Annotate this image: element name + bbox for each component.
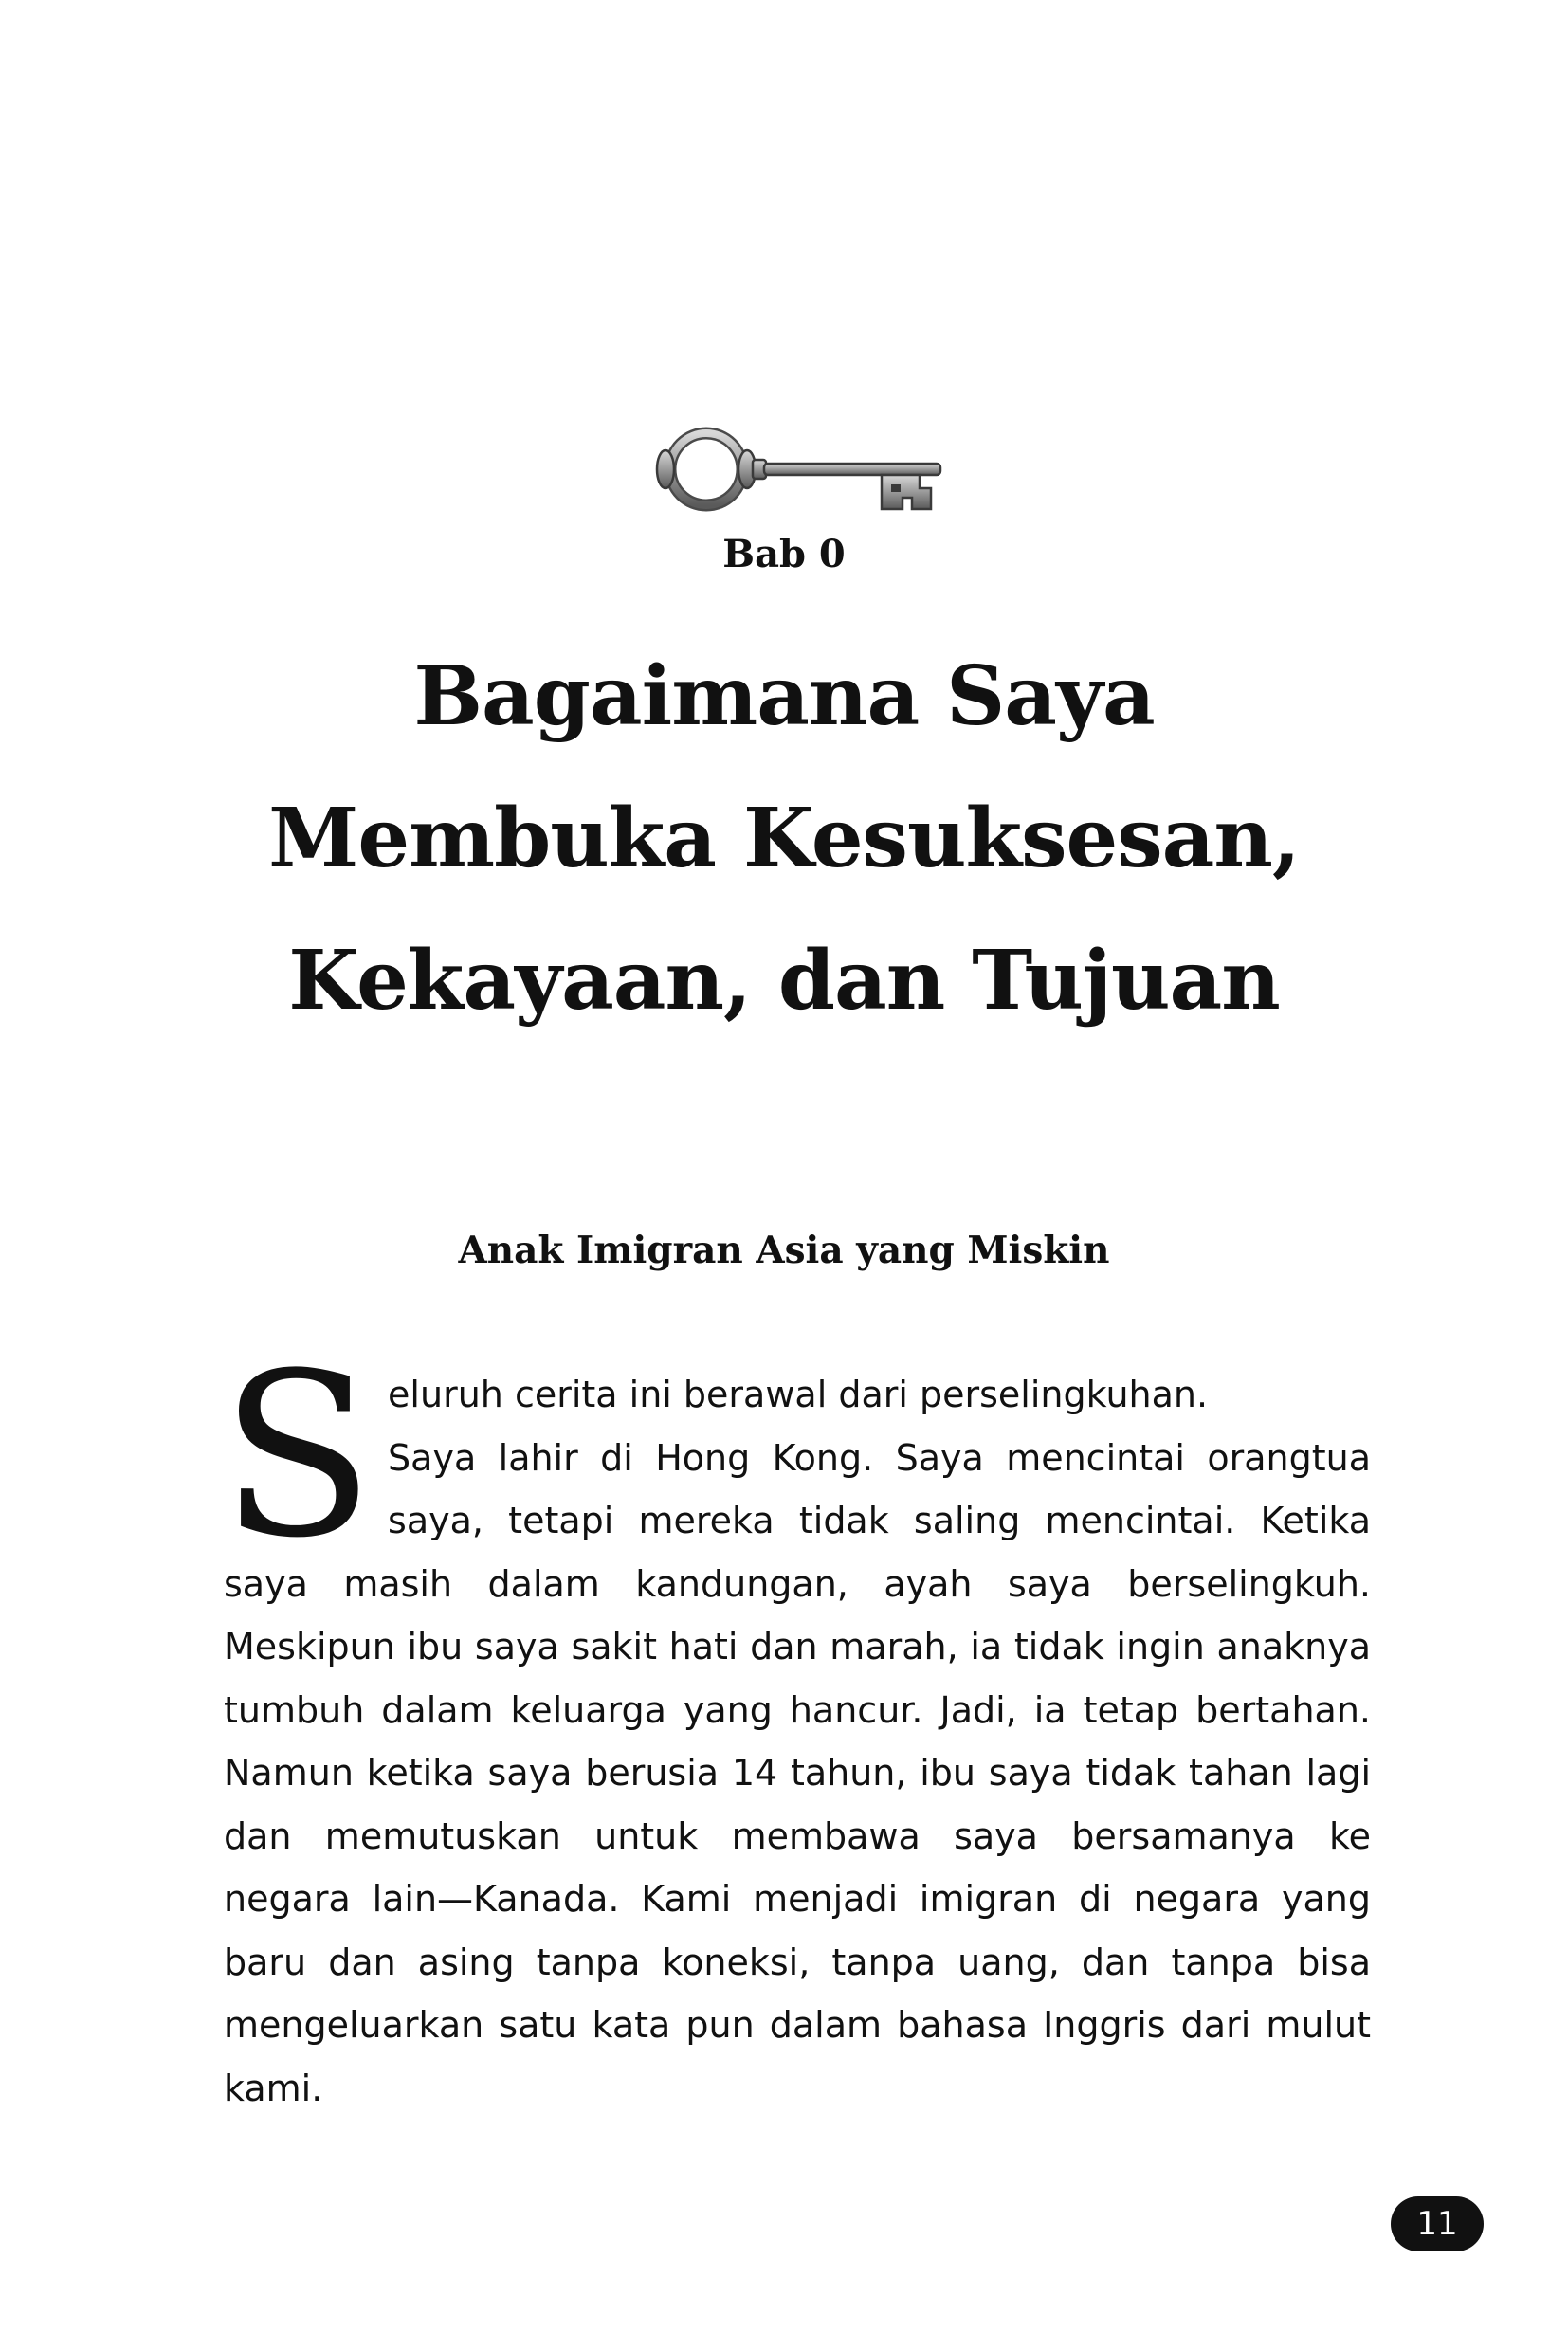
page-number-badge: 11 (1391, 2196, 1484, 2251)
section-heading: Anak Imigran Asia yang Miskin (458, 1229, 1110, 1272)
chapter-label: Bab 0 (722, 532, 846, 576)
body-text (220, 1325, 1371, 2120)
paragraph: Saya lahir di Hong Kong. Saya mencintai orangtua saya, tetapi mereka tidak saling mencintai. Ketika saya masih dalam kandungan, ayah saya berselingkuh. Meskipun ibu saya sakit hati dan marah, ia tidak ingin anaknya tumbuh dalam keluarga yang hancur. Jadi, ia tetap bertahan. Namun ketika saya berusia 14 tahun, ibu saya tidak tahan lagi dan memutuskan untuk membawa saya bersamanya ke negara lain—Kanada. Kami menjadi imigran di negara yang baru dan asing tanpa koneksi, tanpa uang, dan tanpa bisa mengeluarkan satu kata pun dalam bahasa Inggris dari mulut kami. (224, 1436, 1371, 2109)
paragraph: eluruh cerita ini berawal dari perselingkuhan. (388, 1374, 1209, 1415)
chapter-title (123, 626, 1445, 1052)
drop-cap: S (220, 1325, 375, 1588)
chapter-title-line: Membuka Kesuksesan, (268, 791, 1300, 886)
key-icon (654, 422, 943, 517)
chapter-title-line: Bagaimana Saya (413, 648, 1155, 744)
chapter-title-line: Kekayaan, dan Tujuan (288, 933, 1280, 1029)
